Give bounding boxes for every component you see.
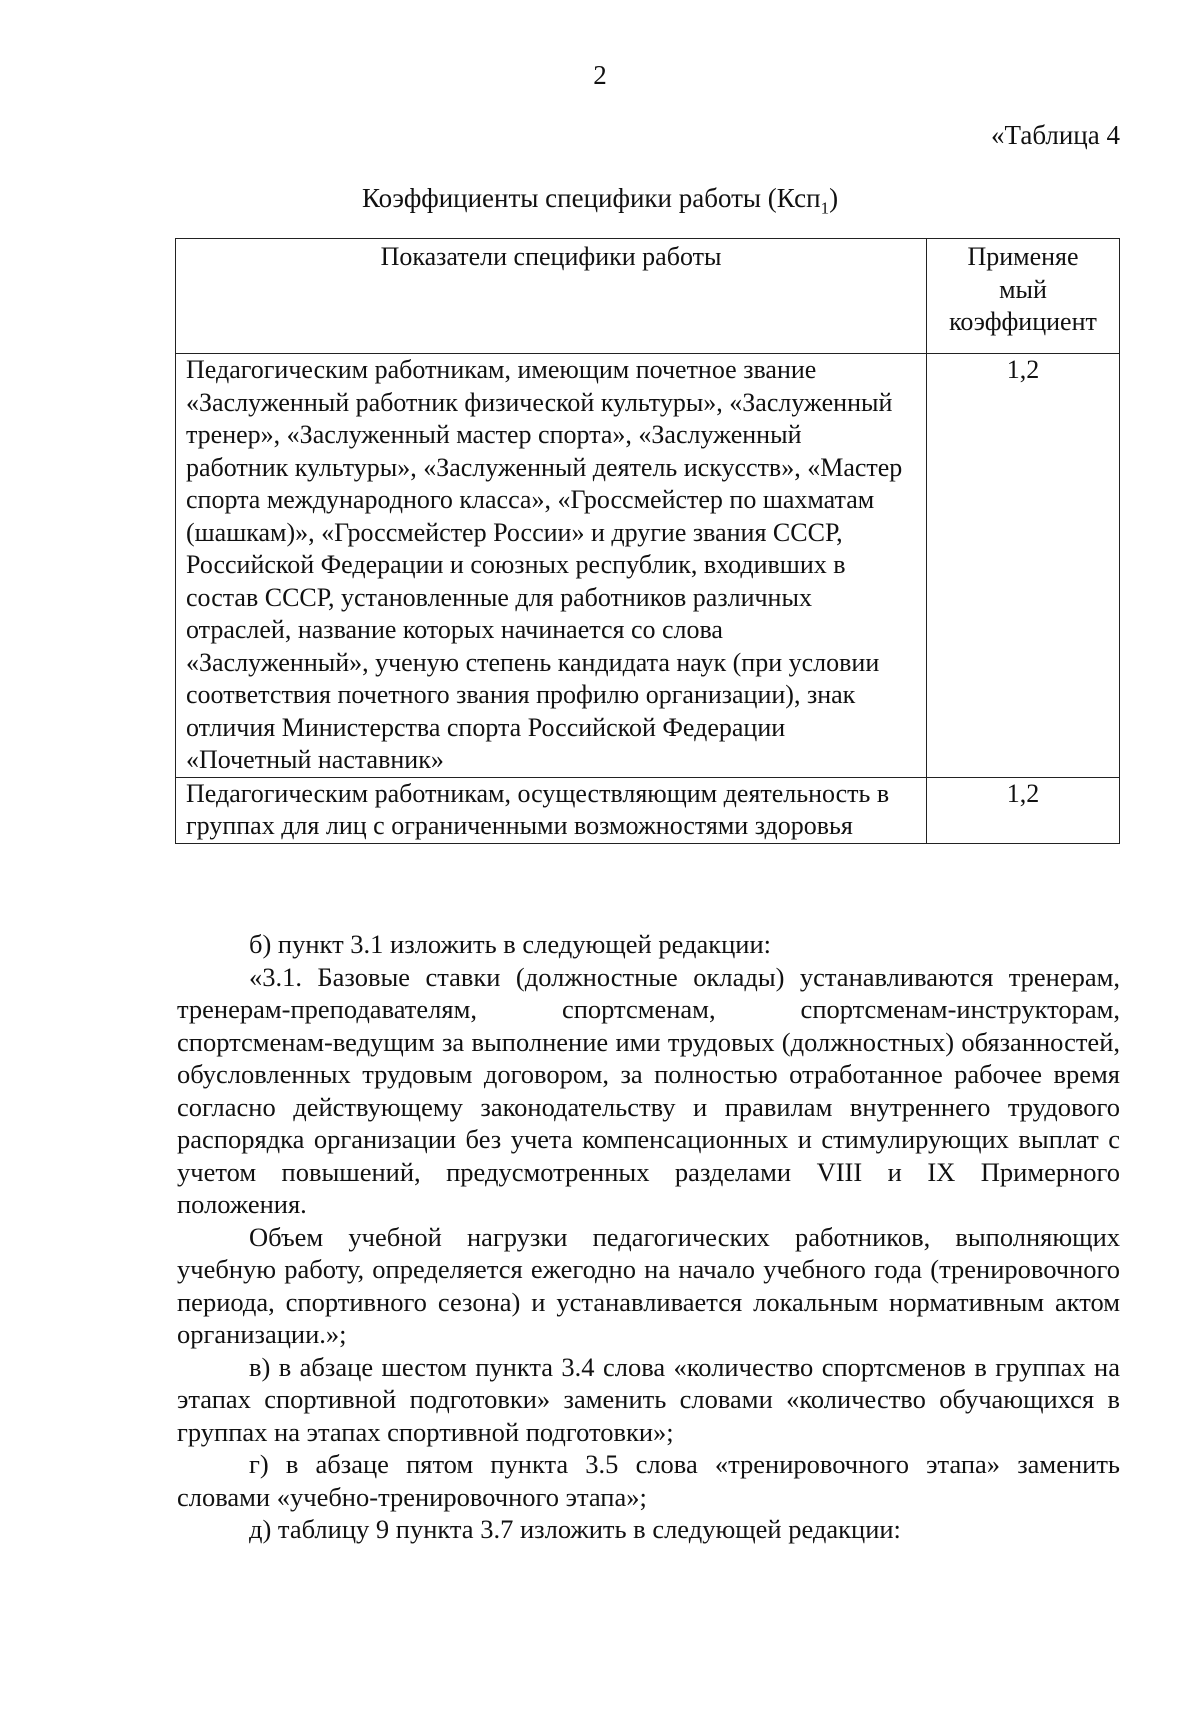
row-coefficient-value: 1,2	[927, 354, 1120, 778]
coefficients-table	[175, 238, 1120, 844]
paragraph-v: в) в абзаце шестом пункта 3.4 слова «количество спортсменов в группах на этапах спортивной подготовки» заменить словами «количество обучающихся в группах на этапах спортивной подготовки»;	[177, 1351, 1120, 1447]
paragraph-g: г) в абзаце пятом пункта 3.5 слова «тренировочного этапа» заменить словами «учебно-тренировочного этапа»;	[177, 1449, 1120, 1512]
paragraph-b: б) пункт 3.1 изложить в следующей редакции:	[249, 929, 772, 959]
header-coefficient-line1: Применяе	[967, 242, 1079, 271]
row-coefficient-value: 1,2	[927, 777, 1120, 843]
header-coefficient-line2: мый	[999, 274, 1047, 304]
table-title-subscript: 1	[820, 198, 830, 218]
paragraph-3-1: «3.1. Базовые ставки (должностные оклады) устанавливаются тренерам, тренерам-преподавателям, спортсменам, спортсменам-инструкторам, спортсменам-ведущим за выполнение ими трудовых (должностных) обязанностей, обусловленных трудовым договором, за полностью отработанное рабочее время согласно действующему законодательству и правилам внутреннего трудового распорядка организации без учета компенсационных и стимулирующих выплат с учетом повышений, предусмотренных разделами VIII и IX Примерного положения.	[177, 961, 1120, 1219]
header-indicator: Показатели специфики работы	[176, 239, 927, 354]
table-title-main: Коэффициенты специфики работы (Ксп	[361, 183, 821, 213]
table-row	[176, 777, 1120, 843]
table-title	[0, 183, 1200, 218]
table-row	[176, 354, 1120, 778]
table-header-row	[176, 239, 1120, 354]
table-reference: «Таблица 4	[991, 120, 1120, 150]
row-indicator: Педагогическим работникам, имеющим почетное звание «Заслуженный работник физической культуры», «Заслуженный тренер», «Заслуженный мастер спорта», «Заслуженный работник культуры», «Заслуженный деятель искусств», «Мастер спорта международного класса», «Гроссмейстер по шахматам (шашкам)», «Гроссмейстер России» и другие звания СССР, Российской Федерации и союзных республик, входивших в состав СССР, установленные для работников различных отраслей, название которых начинается со слова «Заслуженный», ученую степень кандидата наук (при условии соответствия почетного звания профилю организации), знак отличия Министерства спорта Российской Федерации «Почетный наставник»	[176, 354, 927, 778]
header-coefficient	[927, 239, 1120, 354]
row-indicator: Педагогическим работникам, осуществляющим деятельность в группах для лиц с ограниченными возможностями здоровья	[176, 777, 927, 843]
paragraph-workload: Объем учебной нагрузки педагогических работников, выполняющих учебную работу, определяется ежегодно на начало учебного года (тренировочного периода, спортивного сезона) и устанавливается локальным нормативным актом организации.»;	[177, 1221, 1120, 1349]
header-coefficient-line3: коэффициент	[949, 307, 1097, 336]
document-body	[177, 928, 1120, 1546]
page-number: 2	[593, 60, 607, 90]
paragraph-d: д) таблицу 9 пункта 3.7 изложить в следующей редакции:	[249, 1514, 901, 1544]
table-title-end: )	[829, 183, 839, 213]
